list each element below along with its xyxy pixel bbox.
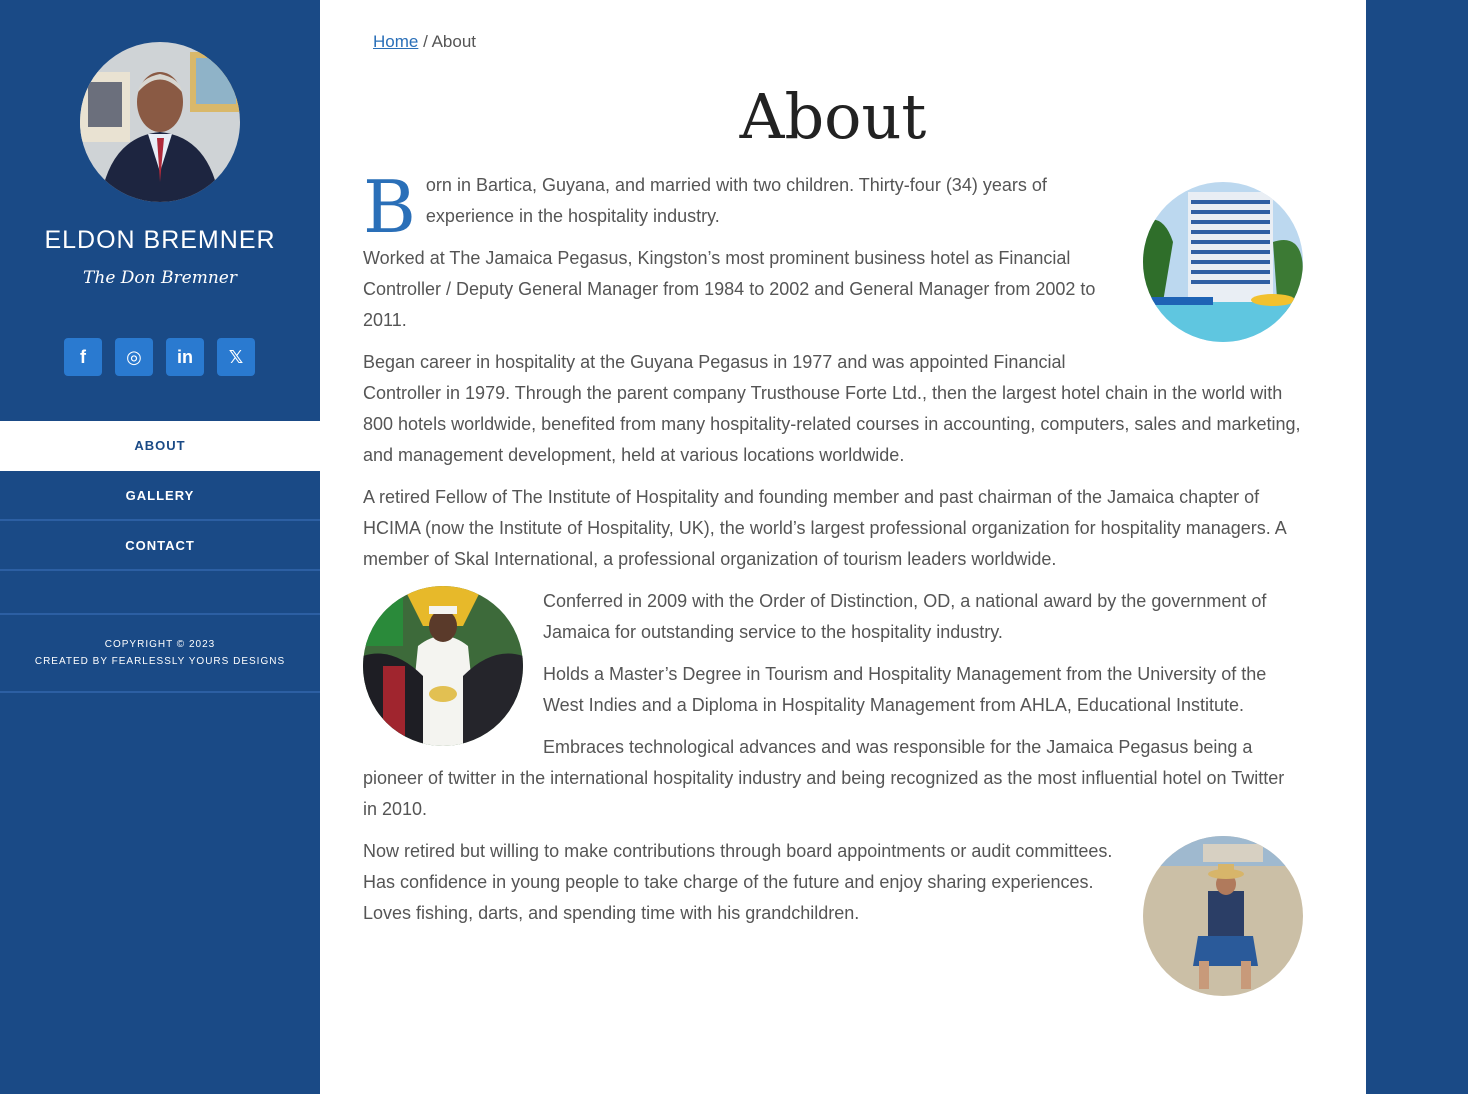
copyright-text: COPYRIGHT © 2023	[104, 639, 216, 650]
site-name: ELDON BREMNER	[44, 226, 276, 254]
breadcrumb-separator: /	[418, 32, 432, 51]
nav-item-about[interactable]: ABOUT	[0, 421, 320, 471]
main-content	[320, 0, 1366, 1094]
about-article	[363, 165, 1303, 1006]
breadcrumb-current: About	[431, 32, 477, 51]
paragraph-6: Holds a Master’s Degree in Tourism and Hospitality Management from the University of the West Indies and a Diploma in Hospitality Management from AHLA, Educational Institute.	[543, 664, 1267, 715]
beach-photo	[1143, 836, 1303, 996]
breadcrumb	[373, 32, 476, 52]
facebook-icon[interactable]: f	[64, 338, 102, 376]
paragraph-1-text: orn in Bartica, Guyana, and married with two children. Thirty-four (34) years of experience in the hospitality industry.	[425, 175, 1047, 226]
sidebar	[0, 0, 320, 1094]
nav-item-contact[interactable]: CONTACT	[0, 521, 320, 571]
dropcap-letter: B	[363, 165, 416, 249]
nav-divider	[0, 571, 320, 615]
paragraph-8: Now retired but willing to make contributions through board appointments or audit committees. Has confidence in young people to take charge of the future and enjoy sharing experiences. Loves fishing, darts, and spending time with his grandchildren.	[363, 841, 1113, 923]
hotel-photo	[1143, 182, 1303, 342]
linkedin-icon[interactable]: in	[166, 338, 204, 376]
avatar	[80, 42, 240, 202]
paragraph-2: Worked at The Jamaica Pegasus, Kingston’s most prominent business hotel as Financial Controller / Deputy General Manager from 1984 to 2002 and General Manager from 2002 to 2011.	[363, 248, 1096, 330]
nav-item-gallery[interactable]: GALLERY	[0, 471, 320, 521]
credit-text: CREATED BY FEARLESSLY YOURS DESIGNS	[34, 656, 286, 667]
page-title: About	[739, 80, 927, 153]
breadcrumb-home-link[interactable]: Home	[373, 32, 419, 51]
paragraph-5: Conferred in 2009 with the Order of Distinction, OD, a national award by the government of Jamaica for outstanding service to the hospitality industry.	[543, 591, 1267, 642]
right-margin	[1366, 0, 1468, 1094]
paragraph-3: Began career in hospitality at the Guyana Pegasus in 1977 and was appointed Financial Controller in 1979. Through the parent company Trusthouse Forte Ltd., then the largest hotel chain in the world with 800 hotels worldwide, benefited from many hospitality-related courses in accounting, computers, sales and marketing, and management development, held at various locations worldwide.	[363, 352, 1301, 465]
x-icon[interactable]: 𝕏	[217, 338, 255, 376]
award-ceremony-photo	[363, 586, 523, 746]
instagram-icon[interactable]: ◎	[115, 338, 153, 376]
sidebar-footer	[0, 615, 320, 693]
main-nav	[0, 421, 320, 693]
paragraph-7: Embraces technological advances and was responsible for the Jamaica Pegasus being a pioneer of twitter in the international hospitality industry and being recognized as the most influential hotel on Twitter in 2010.	[363, 737, 1285, 819]
social-links	[64, 338, 255, 376]
site-tagline: The Don Bremner	[83, 268, 237, 288]
paragraph-4: A retired Fellow of The Institute of Hospitality and founding member and past chairman of the Jamaica chapter of HCIMA (now the Institute of Hospitality, UK), the world’s largest professional organization for hospitality managers. A member of Skal International, a professional organization of tourism leaders worldwide.	[363, 487, 1286, 569]
